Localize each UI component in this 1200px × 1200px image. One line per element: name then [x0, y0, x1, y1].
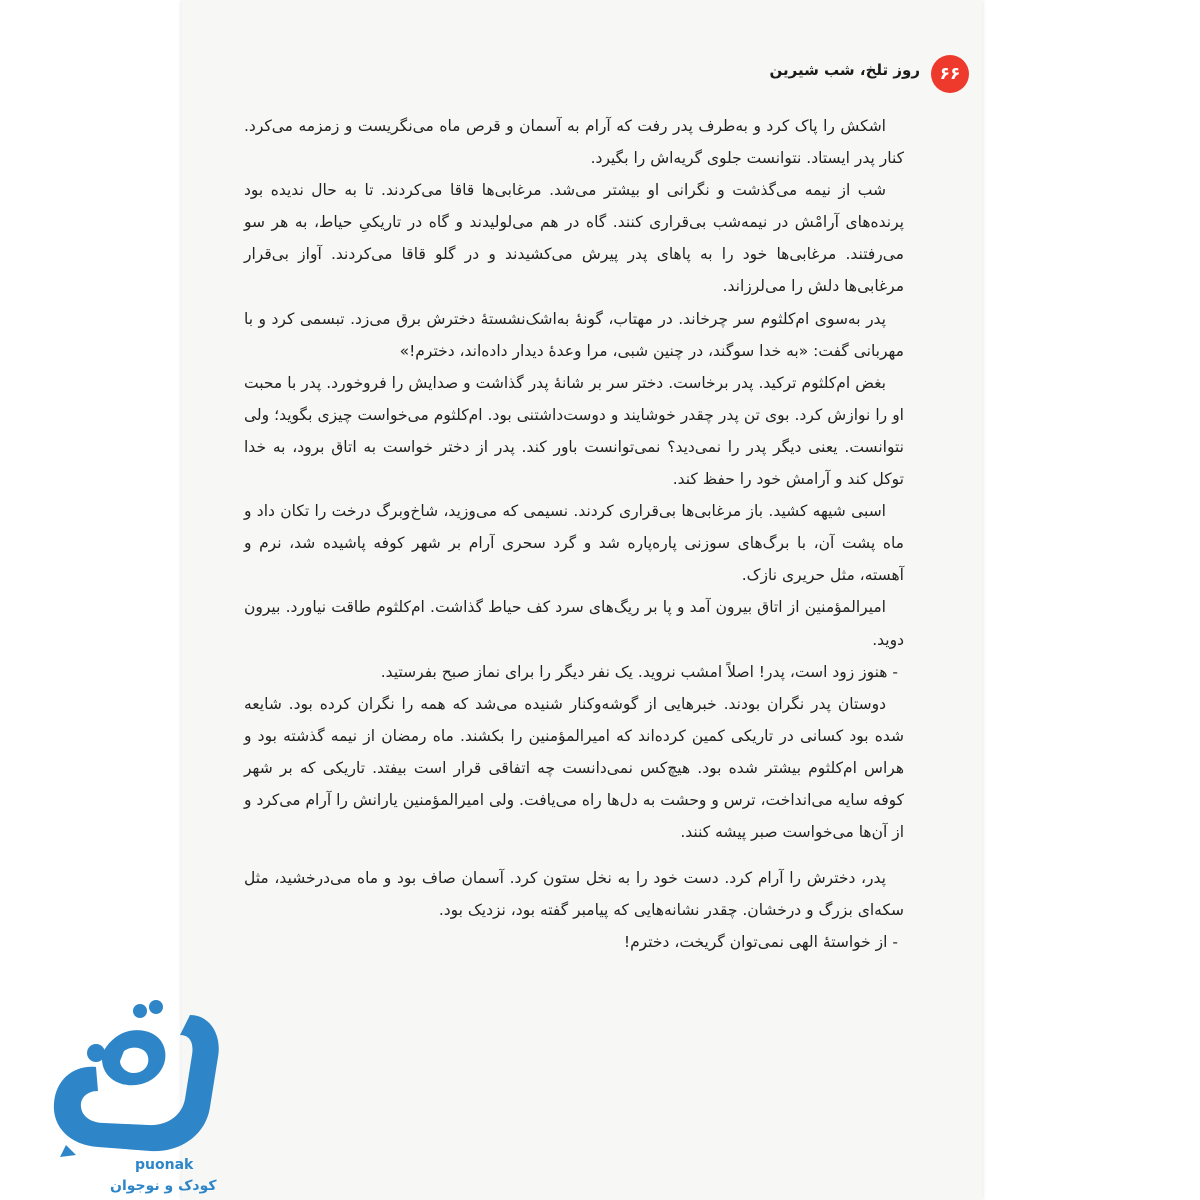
paragraph: اشکش را پاک کرد و به‌طرف پدر رفت که آرام به آسمان و قرص ماه می‌نگریست و زمزمه می‌کرد. کنار پدر ایستاد. نتوانست جلوی گریه‌اش را بگیرد. — [244, 117, 904, 168]
paragraph: پدر، دخترش را آرام کرد. دست خود را به نخل ستون کرد. آسمان صاف بود و ماه می‌درخشید، مثل سکه‌ای بزرگ و درخشان. چقدر نشانه‌هایی که پیامبر گفته بود، نزدیک بود. — [244, 869, 904, 920]
puonak-logo-mark-icon — [40, 995, 240, 1160]
paragraph: دوستان پدر نگران بودند. خبرهایی از گوشه‌وکنار شنیده می‌شد که همه را نگران کرده بود. شایعه شده بود کسانی در تاریکی کمین کرده‌اند که امیرالمؤمنین را بکشند. ماه رمضان از نیمه گذشته بود و هراس ام‌کلثوم بیشتر شده بود. هیچ‌کس نمی‌دانست چه اتفاقی قرار است بیفتد. تاریکی که بر شهر کوفه سایه می‌انداخت، ترس و وحشت به دل‌ها راه می‌یافت. ولی امیرالمؤمنین یارانش را آرام می‌کرد و از آن‌ها می‌خواست صبر پیشه کنند. — [244, 694, 904, 842]
page-header — [182, 55, 982, 95]
dialogue-line: - از خواستهٔ الهی نمی‌توان گریخت، دخترم! — [623, 933, 898, 952]
paragraph: شب از نیمه می‌گذشت و نگرانی او بیشتر می‌شد. مرغابی‌ها قاقا می‌کردند. تا به حال ندیده بود پرنده‌های آرامْش در نیمه‌شب بی‌قراری کنند. گاه در هم می‌لولیدند و گاه در تاریکیِ حیاط، به هر سو می‌رفتند. مرغابی‌ها خود را به پاهای پدر پیرش می‌کشیدند و در گلو قاقا می‌کردند. آواز بی‌قرار مرغابی‌ها دلش را می‌لرزاند. — [244, 181, 904, 296]
body-text — [244, 110, 904, 958]
running-title: روز تلخ، شب شیرین — [769, 61, 920, 79]
paragraph: امیرالمؤمنین از اتاق بیرون آمد و پا بر ریگ‌های سرد کف حیاط گذاشت. ام‌کلثوم طاقت نیاورد. بیرون دوید. — [244, 598, 904, 649]
paragraph: بغض ام‌کلثوم ترکید. پدر برخاست. دختر سر بر شانهٔ پدر گذاشت و صدایش را فروخورد. پدر با محبت او را نوازش کرد. بوی تن پدر چقدر خوشایند و دوست‌داشتنی بود. ام‌کلثوم می‌خواست چیزی بگوید؛ ولی نتوانست. یعنی دیگر پدر را نمی‌دید؟ نمی‌توانست باور کند. پدر از دختر خواست به اتاق برود، به خدا توکل کند و آرامش خود را حفظ کند. — [244, 373, 904, 489]
logo-tagline: کودک و نوجوان — [110, 1178, 217, 1194]
paragraph: اسبی شیهه کشید. باز مرغابی‌ها بی‌قراری کردند. نسیمی که می‌وزید، شاخ‌وبرگ درخت را تکان داد و ماه پشت آن، با برگ‌های سوزنی پاره‌پاره شد و گرد سحری آرام بر شهر کوفه پاشیده شد، نرم و آهسته، مثل حریری نازک. — [244, 502, 904, 585]
puonak-logo — [40, 995, 240, 1195]
page-number-badge: ۶۶ — [931, 55, 969, 93]
dialogue-line: - هنوز زود است، پدر! اصلاً امشب نروید. یک نفر دیگر را برای نماز صبح بفرستید. — [380, 662, 898, 681]
logo-latin-name: puonak — [135, 1157, 194, 1173]
book-page — [182, 0, 982, 1200]
paragraph: پدر به‌سوی ام‌کلثوم سر چرخاند. در مهتاب، گونهٔ به‌اشک‌نشستهٔ دخترش برق می‌زد. تبسمی کرد و با مهربانی گفت: «به خدا سوگند، در چنین شبی، مرا وعدهٔ دیدار داده‌اند، دخترم!» — [244, 309, 904, 360]
